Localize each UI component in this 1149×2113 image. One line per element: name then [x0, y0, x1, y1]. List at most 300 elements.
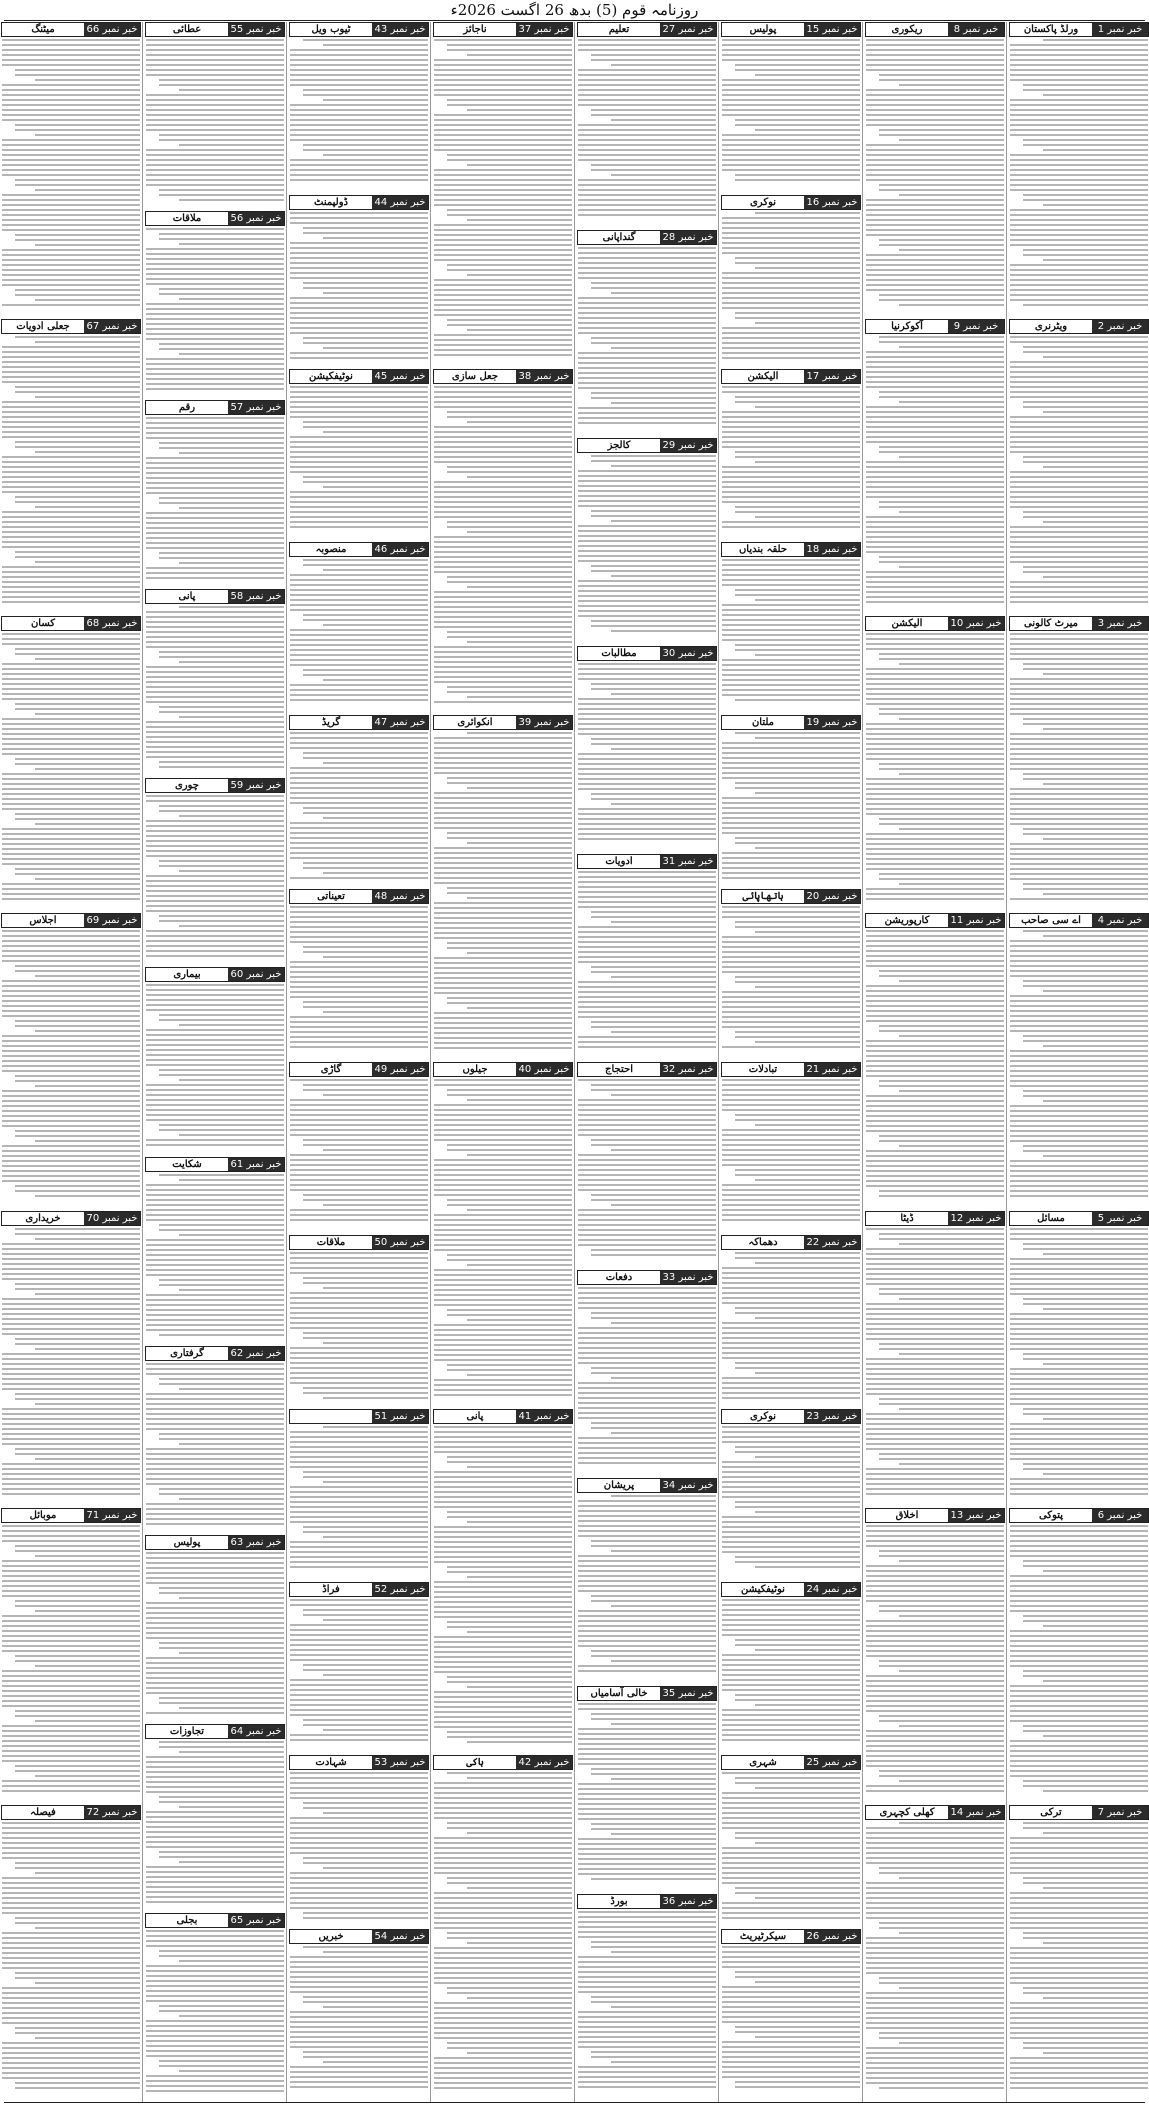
- article-title: ڈولپمنٹ: [314, 197, 348, 208]
- news-article: [289, 1582, 429, 1751]
- article-body-text: [145, 417, 285, 579]
- article-body-text: [577, 871, 717, 1048]
- article-number-label: خبر نمبر 16: [804, 196, 860, 209]
- article-number-label: خبر نمبر 26: [804, 1930, 860, 1943]
- article-body-text: [1009, 1525, 1149, 1792]
- article-header: [577, 1478, 717, 1493]
- article-number-label: خبر نمبر 69: [84, 914, 140, 927]
- article-title: پریشان: [603, 1480, 635, 1491]
- news-article: [721, 1062, 861, 1231]
- article-number-label: خبر نمبر 44: [372, 196, 428, 209]
- article-body-text: [577, 1911, 717, 2088]
- article-header: [289, 369, 429, 384]
- news-article: [721, 542, 861, 711]
- article-body-text: [145, 1363, 285, 1525]
- article-title: پانی: [178, 591, 196, 602]
- news-article: [289, 1235, 429, 1405]
- news-article: [721, 22, 861, 191]
- article-number-label: خبر نمبر 23: [804, 1410, 860, 1423]
- news-article: [433, 1062, 573, 1405]
- article-header: [577, 22, 717, 37]
- article-number-label: خبر نمبر 41: [516, 1410, 572, 1423]
- article-title: الیکشن: [747, 371, 779, 382]
- news-article: [721, 889, 861, 1058]
- article-body-text: [1, 633, 141, 900]
- news-article: [1, 1211, 141, 1504]
- article-body-text: [865, 930, 1005, 1197]
- article-body-text: [721, 212, 861, 359]
- news-article: [1009, 616, 1149, 909]
- article-number-label: خبر نمبر 66: [84, 23, 140, 36]
- news-article: [289, 1409, 429, 1578]
- article-number-label: خبر نمبر 35: [660, 1687, 716, 1700]
- article-title: چوری: [174, 780, 199, 791]
- article-title: پولیس: [749, 24, 777, 35]
- article-header: [1009, 22, 1149, 37]
- article-body-text: [289, 732, 429, 879]
- article-title: الیکشن: [891, 618, 923, 629]
- article-body-text: [721, 1946, 861, 2088]
- article-header: [1, 616, 141, 631]
- news-column: [1, 22, 141, 2102]
- article-header: [1009, 319, 1149, 334]
- article-title: بورڈ: [610, 1896, 628, 1907]
- article-title: عطائی: [172, 24, 202, 35]
- news-article: [721, 1582, 861, 1751]
- article-header: [721, 1235, 861, 1250]
- article-body-text: [289, 906, 429, 1048]
- article-header: [1, 1211, 141, 1226]
- article-number-label: خبر نمبر 56: [228, 212, 284, 225]
- article-body-text: [289, 559, 429, 701]
- article-title: خالی آسامیاں: [590, 1688, 648, 1699]
- article-title: نوٹیفکیشن: [309, 371, 353, 382]
- article-header: [1009, 1508, 1149, 1523]
- article-title: دھماکہ: [748, 1237, 778, 1248]
- article-body-text: [865, 39, 1005, 306]
- article-body-text: [145, 1930, 285, 2092]
- article-header: [721, 889, 861, 904]
- article-body-text: [145, 1552, 285, 1714]
- article-number-label: خبر نمبر 72: [84, 1806, 140, 1819]
- article-title: آکوکرنیا: [891, 321, 923, 332]
- article-body-text: [1, 1228, 141, 1495]
- article-title: ہاتھاپائی: [742, 891, 784, 902]
- news-article: [1009, 319, 1149, 612]
- article-header: [721, 542, 861, 557]
- article-header: [289, 1582, 429, 1597]
- article-title: مطالبات: [601, 648, 637, 659]
- news-article: [1, 1805, 141, 2098]
- article-title: تجاوزات: [169, 1726, 205, 1737]
- article-header: [1009, 616, 1149, 631]
- article-header: [289, 542, 429, 557]
- article-body-text: [289, 386, 429, 528]
- article-body-text: [865, 1822, 1005, 2089]
- article-header: [1, 22, 141, 37]
- article-header: [721, 1409, 861, 1424]
- article-body-text: [145, 795, 285, 957]
- article-body-text: [145, 1741, 285, 1903]
- article-number-label: خبر نمبر 33: [660, 1271, 716, 1284]
- article-title: منصوبہ: [315, 544, 347, 555]
- article-number-label: خبر نمبر 24: [804, 1583, 860, 1596]
- article-header: [145, 1157, 285, 1172]
- article-body-text: [577, 1079, 717, 1256]
- article-number-label: خبر نمبر 7: [1092, 1806, 1148, 1819]
- article-header: [721, 1062, 861, 1077]
- column-divider: [718, 22, 719, 2102]
- article-title: بیماری: [173, 969, 201, 980]
- article-number-label: خبر نمبر 32: [660, 1063, 716, 1076]
- news-article: [577, 230, 717, 434]
- article-header: [289, 1929, 429, 1944]
- news-article: [721, 1409, 861, 1578]
- article-number-label: خبر نمبر 4: [1092, 914, 1148, 927]
- article-body-text: [577, 247, 717, 424]
- news-article: [145, 1535, 285, 1720]
- article-body-text: [577, 663, 717, 840]
- article-header: [577, 438, 717, 453]
- article-title: تبادلات: [748, 1064, 778, 1075]
- article-title: حلقہ بندیاں: [738, 544, 788, 555]
- article-header: [577, 1270, 717, 1285]
- news-article: [1, 1508, 141, 1801]
- article-header: [577, 230, 717, 245]
- news-article: [577, 1270, 717, 1474]
- article-number-label: خبر نمبر 13: [948, 1509, 1004, 1522]
- article-body-text: [721, 559, 861, 701]
- article-header: [865, 616, 1005, 631]
- article-number-label: خبر نمبر 60: [228, 968, 284, 981]
- article-number-label: خبر نمبر 55: [228, 23, 284, 36]
- article-title: اخلاق: [895, 1510, 919, 1521]
- article-header: [289, 195, 429, 210]
- article-number-label: خبر نمبر 10: [948, 617, 1004, 630]
- article-header: [577, 1894, 717, 1909]
- article-title: ترکی: [1040, 1807, 1062, 1818]
- article-header: [865, 913, 1005, 928]
- article-body-text: [1009, 1228, 1149, 1495]
- article-title: میٹنگ: [31, 24, 55, 35]
- article-title: پانی: [466, 1411, 484, 1422]
- news-article: [721, 1929, 861, 2098]
- article-number-label: خبر نمبر 48: [372, 890, 428, 903]
- news-article: [865, 22, 1005, 315]
- article-body-text: [721, 732, 861, 879]
- article-header: [145, 1913, 285, 1928]
- article-header: [433, 715, 573, 730]
- article-number-label: خبر نمبر 18: [804, 543, 860, 556]
- article-number-label: خبر نمبر 28: [660, 231, 716, 244]
- column-divider: [1006, 22, 1007, 2102]
- article-title: تعیناتی: [317, 891, 345, 902]
- article-body-text: [433, 386, 573, 703]
- article-body-text: [145, 39, 285, 201]
- news-column: [433, 22, 573, 2102]
- article-body-text: [433, 732, 573, 1049]
- news-article: [145, 778, 285, 963]
- news-column: [1009, 22, 1149, 2102]
- article-title: فیصلہ: [30, 1807, 56, 1818]
- article-number-label: خبر نمبر 11: [948, 914, 1004, 927]
- article-body-text: [289, 1426, 429, 1568]
- article-body-text: [433, 1426, 573, 1743]
- article-body-text: [289, 1946, 429, 2088]
- article-title: احتجاج: [605, 1064, 633, 1075]
- news-article: [1, 319, 141, 612]
- article-header: [433, 369, 573, 384]
- article-header: [577, 646, 717, 661]
- column-divider: [862, 22, 863, 2102]
- news-article: [865, 319, 1005, 612]
- article-number-label: خبر نمبر 64: [228, 1725, 284, 1738]
- article-body-text: [145, 1174, 285, 1336]
- article-title: ملاقات: [172, 213, 202, 224]
- news-article: [865, 913, 1005, 1207]
- article-title: دفعات: [605, 1272, 633, 1283]
- article-header: [577, 854, 717, 869]
- news-article: [289, 1929, 429, 2098]
- news-article: [289, 715, 429, 885]
- article-title: فراڈ: [322, 1584, 340, 1595]
- article-header: [865, 319, 1005, 334]
- article-header: [145, 778, 285, 793]
- article-number-label: خبر نمبر 54: [372, 1930, 428, 1943]
- article-number-label: خبر نمبر 40: [516, 1063, 572, 1076]
- article-number-label: خبر نمبر 25: [804, 1756, 860, 1769]
- article-body-text: [433, 1772, 573, 2089]
- news-article: [1009, 1508, 1149, 1801]
- article-title: جیلوں: [462, 1064, 488, 1075]
- news-article: [721, 1755, 861, 1925]
- article-header: [721, 1582, 861, 1597]
- bottom-rule: [4, 2102, 1145, 2103]
- article-header: [289, 889, 429, 904]
- article-header: [145, 1724, 285, 1739]
- article-title: اے سی صاحب: [1021, 915, 1081, 926]
- column-grid: [0, 22, 1149, 2102]
- article-number-label: خبر نمبر 65: [228, 1914, 284, 1927]
- article-number-label: خبر نمبر 15: [804, 23, 860, 36]
- article-body-text: [721, 906, 861, 1048]
- article-header: [1009, 913, 1149, 928]
- article-body-text: [1009, 633, 1149, 900]
- article-body-text: [1009, 336, 1149, 603]
- article-body-text: [1, 1525, 141, 1792]
- article-body-text: [721, 1599, 861, 1741]
- article-header: [145, 22, 285, 37]
- article-header: [289, 1235, 429, 1250]
- article-number-label: خبر نمبر 8: [948, 23, 1004, 36]
- news-article: [145, 967, 285, 1153]
- article-title: مسائل: [1037, 1213, 1065, 1224]
- article-header: [289, 1409, 429, 1424]
- news-article: [577, 646, 717, 850]
- article-title: سیکرٹیریٹ: [739, 1931, 787, 1942]
- article-title: گنداپانی: [602, 232, 636, 243]
- news-article: [145, 589, 285, 774]
- article-title: شہادت: [315, 1757, 347, 1768]
- article-number-label: خبر نمبر 52: [372, 1583, 428, 1596]
- article-number-label: خبر نمبر 27: [660, 23, 716, 36]
- article-number-label: خبر نمبر 58: [228, 590, 284, 603]
- article-number-label: خبر نمبر 21: [804, 1063, 860, 1076]
- article-body-text: [865, 1525, 1005, 1792]
- article-title: ملتان: [751, 717, 775, 728]
- article-title: موبائل: [29, 1510, 57, 1521]
- article-body-text: [577, 1703, 717, 1880]
- article-title: کالجز: [607, 440, 631, 451]
- article-body-text: [721, 1079, 861, 1221]
- news-article: [1009, 1805, 1149, 2098]
- article-body-text: [1009, 1822, 1149, 2089]
- news-article: [289, 1755, 429, 1925]
- article-number-label: خبر نمبر 3: [1092, 617, 1148, 630]
- news-column: [145, 22, 285, 2102]
- article-header: [721, 1929, 861, 1944]
- article-title: نوکری: [749, 1411, 777, 1422]
- article-body-text: [1, 336, 141, 603]
- article-header: [721, 1755, 861, 1770]
- article-body-text: [577, 1287, 717, 1464]
- column-divider: [142, 22, 143, 2102]
- article-number-label: خبر نمبر 9: [948, 320, 1004, 333]
- news-article: [865, 616, 1005, 909]
- article-title: [290, 1410, 372, 1423]
- article-number-label: خبر نمبر 14: [948, 1806, 1004, 1819]
- article-number-label: خبر نمبر 59: [228, 779, 284, 792]
- article-title: ڈیٹا: [900, 1213, 914, 1224]
- article-header: [721, 195, 861, 210]
- article-body-text: [289, 39, 429, 181]
- article-header: [433, 1755, 573, 1770]
- news-article: [577, 1478, 717, 1682]
- news-article: [1009, 22, 1149, 315]
- article-header: [721, 715, 861, 730]
- article-header: [1, 913, 141, 928]
- article-header: [145, 1535, 285, 1550]
- article-header: [145, 400, 285, 415]
- news-article: [577, 22, 717, 226]
- article-header: [433, 22, 573, 37]
- article-body-text: [1, 930, 141, 1197]
- article-number-label: خبر نمبر 51: [372, 1410, 428, 1423]
- article-body-text: [289, 212, 429, 359]
- article-number-label: خبر نمبر 31: [660, 855, 716, 868]
- article-header: [577, 1686, 717, 1701]
- article-header: [865, 1508, 1005, 1523]
- article-title: ناجائز: [463, 24, 487, 35]
- article-number-label: خبر نمبر 37: [516, 23, 572, 36]
- article-header: [145, 211, 285, 226]
- news-article: [433, 1755, 573, 2098]
- article-number-label: خبر نمبر 50: [372, 1236, 428, 1249]
- article-number-label: خبر نمبر 67: [84, 320, 140, 333]
- article-number-label: خبر نمبر 29: [660, 439, 716, 452]
- article-number-label: خبر نمبر 2: [1092, 320, 1148, 333]
- article-header: [865, 22, 1005, 37]
- news-article: [289, 22, 429, 191]
- news-article: [865, 1211, 1005, 1504]
- article-body-text: [721, 1772, 861, 1919]
- article-header: [721, 22, 861, 37]
- news-article: [145, 400, 285, 585]
- news-article: [289, 195, 429, 365]
- news-column: [289, 22, 429, 2102]
- article-header: [1009, 1211, 1149, 1226]
- article-number-label: خبر نمبر 68: [84, 617, 140, 630]
- article-title: ادویات: [605, 856, 633, 867]
- article-title: تعلیم: [608, 24, 630, 35]
- article-title: کارپوریشن: [884, 915, 930, 926]
- article-body-text: [145, 984, 285, 1146]
- article-title: ریکوری: [891, 24, 923, 35]
- news-article: [1, 22, 141, 315]
- article-title: انکوائری: [457, 717, 493, 728]
- article-title: ہاکی: [466, 1757, 484, 1768]
- article-title: نوکری: [749, 197, 777, 208]
- news-article: [865, 1805, 1005, 2098]
- article-number-label: خبر نمبر 12: [948, 1212, 1004, 1225]
- article-header: [289, 22, 429, 37]
- news-column: [721, 22, 861, 2102]
- article-number-label: خبر نمبر 43: [372, 23, 428, 36]
- article-body-text: [1, 1822, 141, 2089]
- article-title: رقم: [178, 402, 196, 413]
- article-title: میرٹ کالونی: [1024, 618, 1078, 629]
- article-header: [1, 1805, 141, 1820]
- article-body-text: [721, 39, 861, 181]
- article-header: [145, 967, 285, 982]
- article-number-label: خبر نمبر 19: [804, 716, 860, 729]
- news-article: [577, 1062, 717, 1266]
- article-number-label: خبر نمبر 17: [804, 370, 860, 383]
- article-body-text: [865, 633, 1005, 900]
- article-number-label: خبر نمبر 47: [372, 716, 428, 729]
- article-header: [1, 1508, 141, 1523]
- article-body-text: [1009, 39, 1149, 306]
- article-body-text: [721, 1252, 861, 1399]
- article-header: [145, 589, 285, 604]
- article-title: ٹیوب ویل: [311, 24, 351, 35]
- news-article: [145, 22, 285, 207]
- article-title: پولیس: [173, 1537, 201, 1548]
- article-title: جعلی ادویات: [16, 321, 70, 332]
- article-title: اجلاس: [29, 915, 57, 926]
- article-number-label: خبر نمبر 61: [228, 1158, 284, 1171]
- news-article: [145, 1157, 285, 1342]
- article-number-label: خبر نمبر 20: [804, 890, 860, 903]
- news-article: [433, 22, 573, 365]
- article-header: [289, 1755, 429, 1770]
- article-title: ویٹرنری: [1034, 321, 1068, 332]
- article-title: خریداری: [25, 1213, 61, 1224]
- article-number-label: خبر نمبر 22: [804, 1236, 860, 1249]
- news-article: [721, 1235, 861, 1405]
- news-article: [577, 1686, 717, 1890]
- article-header: [289, 1062, 429, 1077]
- article-header: [1009, 1805, 1149, 1820]
- news-article: [289, 889, 429, 1058]
- article-header: [1, 319, 141, 334]
- news-article: [721, 369, 861, 538]
- column-divider: [574, 22, 575, 2102]
- news-article: [145, 1346, 285, 1531]
- top-rule: [4, 20, 1145, 21]
- article-body-text: [145, 228, 285, 390]
- news-article: [577, 438, 717, 642]
